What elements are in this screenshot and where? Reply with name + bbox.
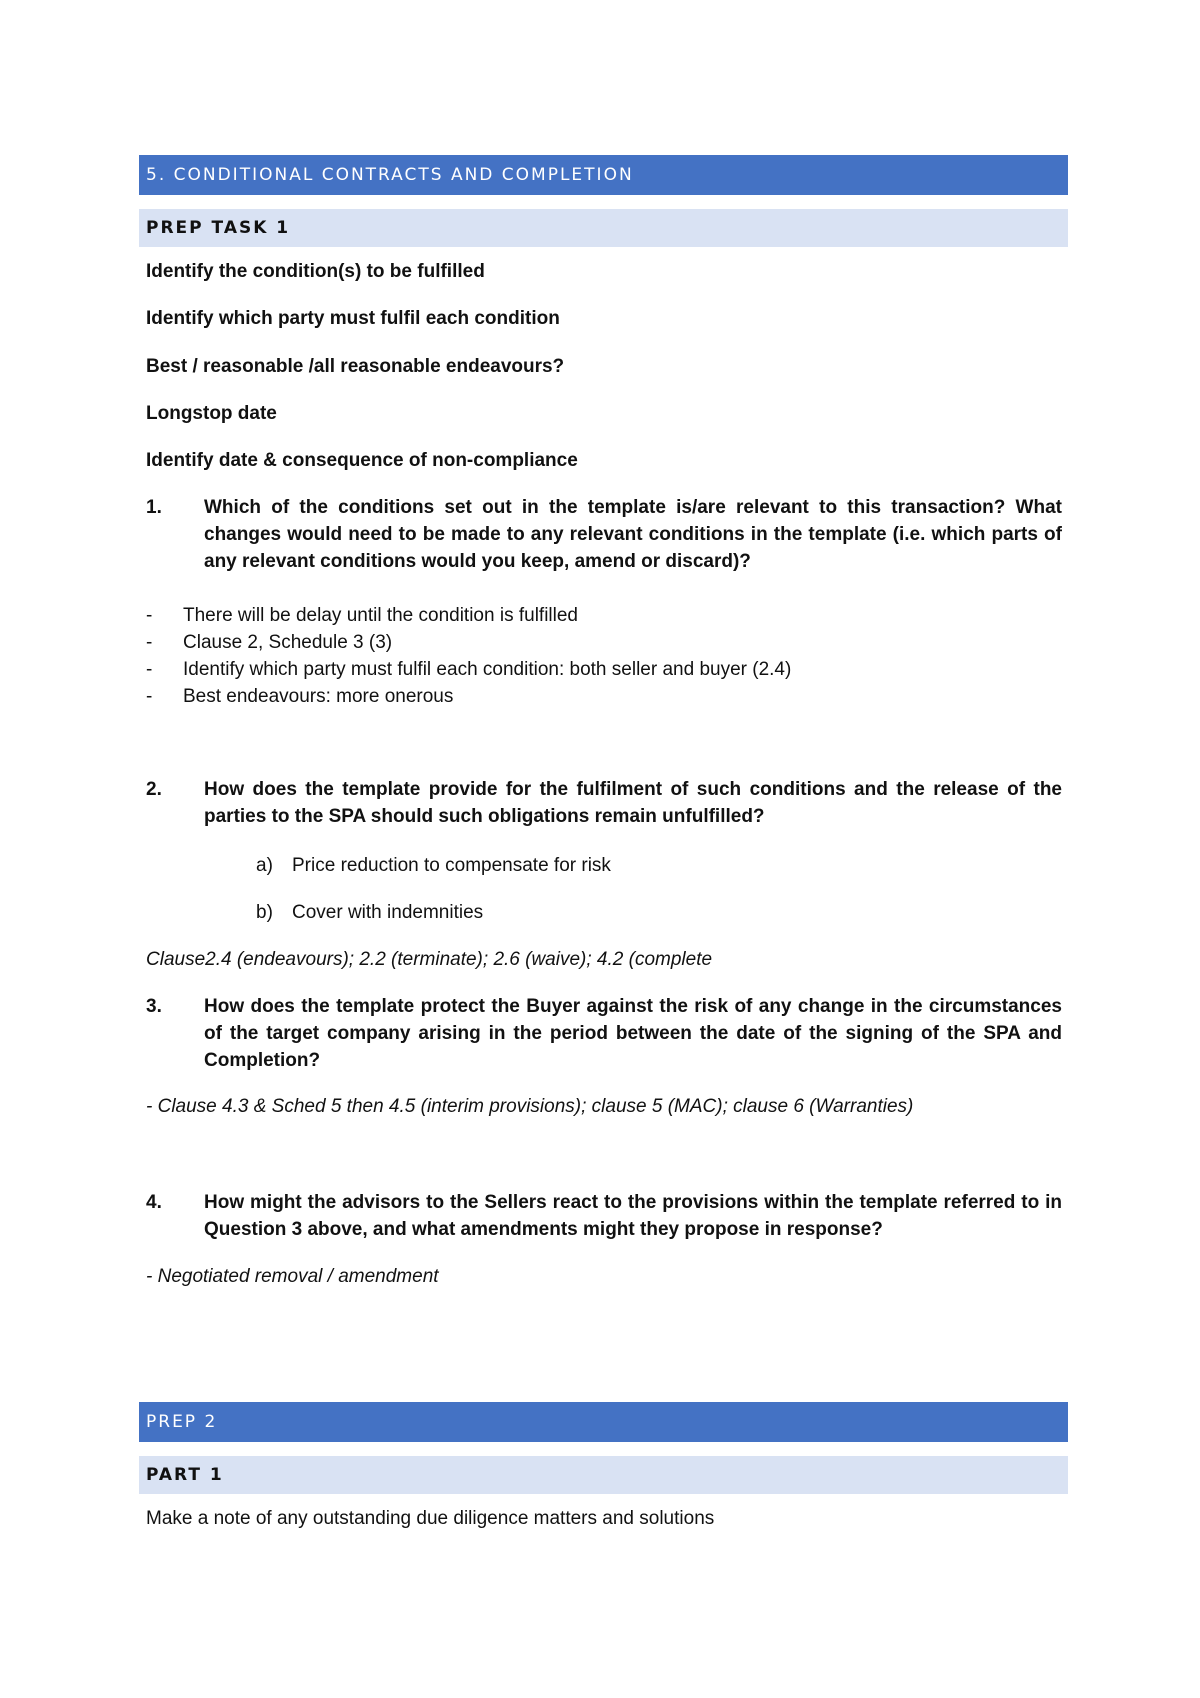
bullet-marker: - xyxy=(146,686,153,707)
question-text: How might the advisors to the Sellers react to the provisions within the template referred to in Question 3 above, and what amendments might they propose in response? xyxy=(204,1192,1062,1240)
option-text: Cover with indemnities xyxy=(292,902,484,923)
prep2-title: PREP 2 xyxy=(146,1412,218,1432)
bullet-item: There will be delay until the condition is fulfilled xyxy=(183,605,578,626)
prep2-subheading: PART 1 xyxy=(146,1465,224,1485)
answer-note: Clause2.4 (endeavours); 2.2 (terminate); 2.6 (waive); 4.2 (complete xyxy=(146,949,713,970)
question-number: 4. xyxy=(146,1192,162,1213)
option-text: Price reduction to compensate for risk xyxy=(292,855,611,876)
bullet-item: Identify which party must fulfil each condition: both seller and buyer (2.4) xyxy=(183,659,792,680)
option-marker: b) xyxy=(256,902,273,923)
prep2-title-band xyxy=(139,1402,1068,1442)
answer-note: - Clause 4.3 & Sched 5 then 4.5 (interim provisions); clause 5 (MAC); clause 6 (Warranties) xyxy=(146,1096,914,1117)
bullet-marker: - xyxy=(146,605,153,626)
bullet-marker: - xyxy=(146,659,153,680)
checklist-item: Longstop date xyxy=(146,403,277,424)
question-text: How does the template provide for the fulfilment of such conditions and the release of the parties to the SPA should such obligations remain unfulfilled? xyxy=(204,779,1062,827)
checklist-item: Identify the condition(s) to be fulfilled xyxy=(146,261,485,282)
bullet-marker: - xyxy=(146,632,153,653)
bullet-item: Best endeavours: more onerous xyxy=(183,686,454,707)
prep2-subheading-band xyxy=(139,1456,1068,1494)
subheading: PREP TASK 1 xyxy=(146,218,291,238)
checklist-item: Identify which party must fulfil each condition xyxy=(146,308,560,329)
checklist-item: Best / reasonable /all reasonable endeavours? xyxy=(146,356,565,377)
section-title: 5. CONDITIONAL CONTRACTS AND COMPLETION xyxy=(146,165,634,185)
bullet-item: Clause 2, Schedule 3 (3) xyxy=(183,632,393,653)
question-number: 1. xyxy=(146,497,162,518)
section-title-band xyxy=(139,155,1068,195)
question-text: How does the template protect the Buyer against the risk of any change in the circumstances of the target company arising in the period between the date of the signing of the SPA and Completion? xyxy=(204,996,1062,1071)
question-text: Which of the conditions set out in the template is/are relevant to this transaction? What changes would need to be made to any relevant conditions in the template (i.e. which parts of any relevant conditions would you keep, amend or discard)? xyxy=(204,497,1062,572)
subheading-band xyxy=(139,209,1068,247)
prep2-text: Make a note of any outstanding due diligence matters and solutions xyxy=(146,1508,715,1529)
question-number: 3. xyxy=(146,996,162,1017)
checklist-item: Identify date & consequence of non-compliance xyxy=(146,450,578,471)
question-number: 2. xyxy=(146,779,162,800)
answer-note: - Negotiated removal / amendment xyxy=(146,1266,439,1287)
option-marker: a) xyxy=(256,855,273,876)
